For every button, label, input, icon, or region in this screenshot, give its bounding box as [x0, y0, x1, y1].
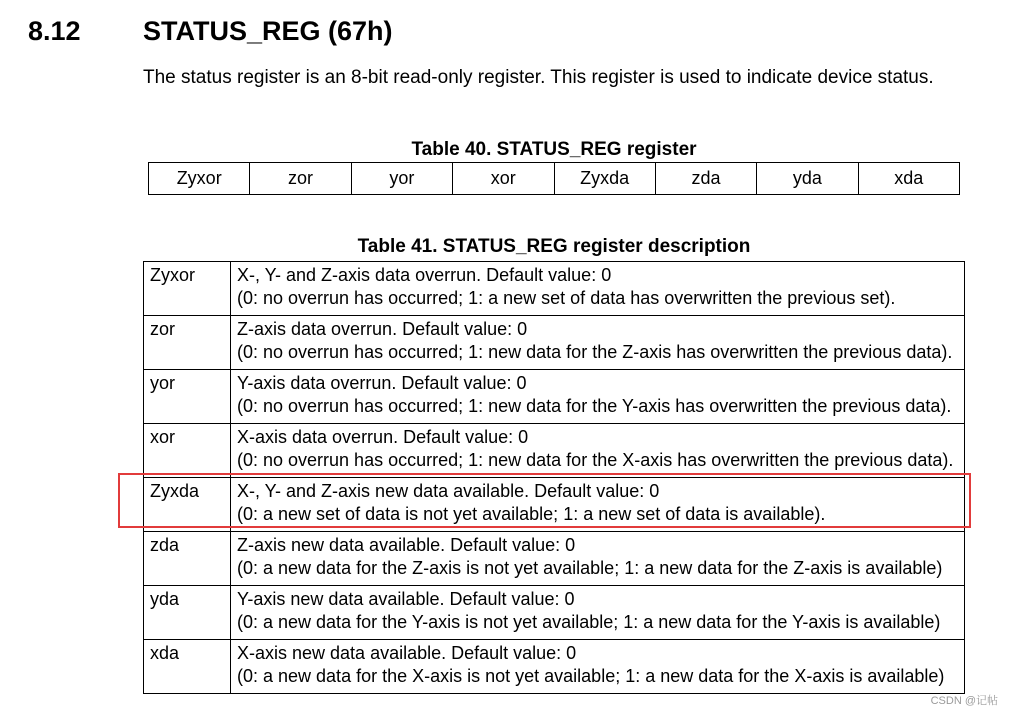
description-line: (0: no overrun has occurred; 1: a new set of data has overwritten the previous set).	[237, 287, 896, 308]
description-line: (0: no overrun has occurred; 1: new data for the Y-axis has overwritten the previous data).	[237, 395, 952, 416]
bit-cell: Zyxda	[554, 163, 655, 195]
bit-name-cell: xor	[144, 424, 231, 478]
bit-name-cell: yda	[144, 586, 231, 640]
bit-description-cell	[231, 316, 965, 370]
bit-cell: Zyxor	[149, 163, 250, 195]
section-number: 8.12	[28, 16, 81, 46]
register-bit-row	[149, 163, 960, 195]
bit-cell: xda	[858, 163, 959, 195]
section-intro: The status register is an 8-bit read-only register. This register is used to indicate device status.	[143, 67, 934, 88]
description-line: (0: no overrun has occurred; 1: new data for the X-axis has overwritten the previous data).	[237, 449, 954, 470]
table-row	[144, 532, 965, 586]
description-line: (0: a new set of data is not yet available; 1: a new set of data is available).	[237, 503, 826, 524]
bit-name-cell: Zyxor	[144, 262, 231, 316]
description-line: Y-axis data overrun. Default value: 0	[237, 373, 527, 393]
bit-cell: yda	[757, 163, 858, 195]
bit-cell: zda	[655, 163, 756, 195]
description-line: (0: a new data for the X-axis is not yet available; 1: a new data for the X-axis is available)	[237, 665, 945, 686]
bit-description-cell	[231, 370, 965, 424]
table-row	[144, 586, 965, 640]
description-line: (0: a new data for the Y-axis is not yet available; 1: a new data for the Y-axis is available)	[237, 611, 941, 632]
table-row	[144, 262, 965, 316]
description-line: (0: no overrun has occurred; 1: new data for the Z-axis has overwritten the previous data).	[237, 341, 953, 362]
bit-name-cell: Zyxda	[144, 478, 231, 532]
bit-cell: yor	[351, 163, 452, 195]
bit-description-cell	[231, 640, 965, 694]
bit-description-cell	[231, 262, 965, 316]
csdn-watermark: CSDN @记帖	[930, 695, 998, 707]
description-line: X-, Y- and Z-axis data overrun. Default value: 0	[237, 265, 612, 285]
register-bit-table	[148, 162, 960, 195]
bit-description-cell	[231, 586, 965, 640]
section-title: STATUS_REG (67h)	[143, 16, 393, 46]
table41-caption: Table 41. STATUS_REG register description	[357, 236, 751, 257]
table-row	[144, 424, 965, 478]
table40-caption: Table 40. STATUS_REG register	[411, 139, 697, 160]
bit-name-cell: xda	[144, 640, 231, 694]
bit-cell: xor	[453, 163, 554, 195]
bit-description-cell	[231, 424, 965, 478]
description-line: X-, Y- and Z-axis new data available. Default value: 0	[237, 481, 660, 501]
description-line: (0: a new data for the Z-axis is not yet available; 1: a new data for the Z-axis is available)	[237, 557, 943, 578]
bit-name-cell: zor	[144, 316, 231, 370]
zyxda-highlight-box	[118, 473, 971, 528]
bit-cell: zor	[250, 163, 351, 195]
description-line: Z-axis new data available. Default value: 0	[237, 535, 576, 555]
table-row	[144, 640, 965, 694]
description-line: Z-axis data overrun. Default value: 0	[237, 319, 528, 339]
bit-name-cell: yor	[144, 370, 231, 424]
bit-name-cell: zda	[144, 532, 231, 586]
bit-description-cell	[231, 532, 965, 586]
description-line: X-axis data overrun. Default value: 0	[237, 427, 529, 447]
table-row	[144, 370, 965, 424]
table-row	[144, 316, 965, 370]
description-line: Y-axis new data available. Default value: 0	[237, 589, 575, 609]
description-line: X-axis new data available. Default value: 0	[237, 643, 577, 663]
